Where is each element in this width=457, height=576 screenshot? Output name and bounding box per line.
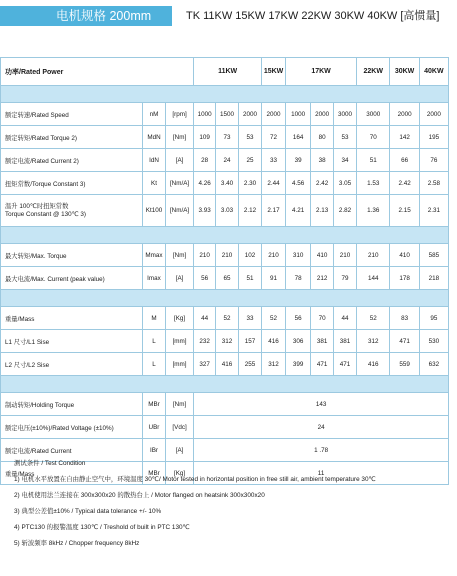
row-unit: [Nm/A] <box>165 195 193 227</box>
value-cell: 66 <box>390 149 419 172</box>
row-label: 制动转矩/Holding Torque <box>1 393 143 416</box>
row-unit: [Kg] <box>165 307 193 330</box>
value-cell: 39 <box>286 149 311 172</box>
value-cell: 1.53 <box>357 172 390 195</box>
section-divider <box>1 86 449 103</box>
spec-row <box>1 126 449 149</box>
row-label: 额定转速/Rated Speed <box>1 103 143 126</box>
spec-row <box>1 267 449 290</box>
value-cell: 33 <box>262 149 286 172</box>
value-cell: 80 <box>311 126 334 149</box>
value-cell: 312 <box>216 330 239 353</box>
row-label: L2 尺寸/L2 Sise <box>1 353 143 376</box>
value-cell: 34 <box>334 149 357 172</box>
value-cell: 52 <box>357 307 390 330</box>
row-symbol: Kt <box>143 172 166 195</box>
note-item: 1) 电机水平放置在自由静止空气中，环境温度 30℃/ Motor tested in horizontal position in free still air, ambient temperature 30℃ <box>14 476 376 483</box>
value-cell: 327 <box>194 353 216 376</box>
value-cell: 312 <box>262 353 286 376</box>
value-cell: 381 <box>334 330 357 353</box>
row-symbol: Imax <box>143 267 166 290</box>
spec-row <box>1 195 449 227</box>
section-divider-cell <box>1 376 449 393</box>
value-cell: 4.26 <box>194 172 216 195</box>
power-group-40kw: 40KW <box>419 58 448 86</box>
row-label: 额定电流/Rated Current <box>1 439 143 462</box>
value-cell: 2.31 <box>419 195 448 227</box>
value-cell: 72 <box>262 126 286 149</box>
value-cell: 471 <box>311 353 334 376</box>
row-unit: [rpm] <box>165 103 193 126</box>
row-symbol: M <box>143 307 166 330</box>
row-label: 最大转矩/Max. Torque <box>1 244 143 267</box>
value-cell: 109 <box>194 126 216 149</box>
value-cell: 1500 <box>216 103 239 126</box>
value-cell: 2.42 <box>390 172 419 195</box>
value-cell: 632 <box>419 353 448 376</box>
row-unit: [Nm] <box>165 244 193 267</box>
page-subtitle: TK 11KW 15KW 17KW 22KW 30KW 40KW [高惯量] <box>186 10 440 22</box>
value-cell: 471 <box>390 330 419 353</box>
value-cell: 410 <box>390 244 419 267</box>
row-label: 额定转矩/Rated Torque 2) <box>1 126 143 149</box>
row-symbol: Mmax <box>143 244 166 267</box>
value-cell: 255 <box>239 353 262 376</box>
row-unit: [A] <box>165 267 193 290</box>
row-unit: [Kg] <box>165 462 193 485</box>
note-item: 2) 电机使用法兰连接在 300x300x20 的散热台上 / Motor flanged on heatsink 300x300x20 <box>14 492 265 499</box>
power-group-17kw: 17KW <box>286 58 357 86</box>
value-cell: 178 <box>390 267 419 290</box>
value-cell: 195 <box>419 126 448 149</box>
value-cell: 79 <box>334 267 357 290</box>
row-label: L1 尺寸/L1 Sise <box>1 330 143 353</box>
row-symbol: UBr <box>143 416 166 439</box>
row-symbol: MdN <box>143 126 166 149</box>
value-cell: 44 <box>194 307 216 330</box>
notes-title: 测试条件 / Test Condition <box>14 460 86 467</box>
row-symbol: IBr <box>143 439 166 462</box>
value-cell: 410 <box>311 244 334 267</box>
value-cell: 65 <box>216 267 239 290</box>
value-cell: 157 <box>239 330 262 353</box>
power-header-row <box>1 58 449 86</box>
value-cell: 2.44 <box>262 172 286 195</box>
value-cell: 70 <box>357 126 390 149</box>
value-cell: 2000 <box>262 103 286 126</box>
value-cell: 2.17 <box>262 195 286 227</box>
note-item: 4) PTC130 的报警温度 130℃ / Treshold of built in PTC 130℃ <box>14 524 190 531</box>
value-cell: 25 <box>239 149 262 172</box>
value-cell: 1.36 <box>357 195 390 227</box>
brake-row <box>1 416 449 439</box>
value-cell: 3.05 <box>334 172 357 195</box>
value-cell: 78 <box>286 267 311 290</box>
row-label: 额定电压(±10%)/Rated Voltage (±10%) <box>1 416 143 439</box>
section-divider-cell <box>1 227 449 244</box>
value-cell: 210 <box>262 244 286 267</box>
value-cell: 56 <box>194 267 216 290</box>
value-cell: 530 <box>419 330 448 353</box>
value-cell: 1 .78 <box>194 439 449 462</box>
spec-row <box>1 244 449 267</box>
value-cell: 24 <box>216 149 239 172</box>
value-cell: 73 <box>216 126 239 149</box>
value-cell: 164 <box>286 126 311 149</box>
value-cell: 210 <box>334 244 357 267</box>
value-cell: 210 <box>194 244 216 267</box>
value-cell: 2.58 <box>419 172 448 195</box>
row-label-line: Torque Constant @ 130℃ 3) <box>5 210 87 218</box>
row-symbol: MBr <box>143 462 166 485</box>
value-cell: 416 <box>357 353 390 376</box>
value-cell: 52 <box>262 307 286 330</box>
row-unit: [A] <box>165 149 193 172</box>
row-label-line: 温升 100℃时扭矩常数 <box>5 202 69 210</box>
value-cell: 52 <box>216 307 239 330</box>
note-item: 5) 斩波频率 8kHz / Chopper frequency 8kHz <box>14 540 140 547</box>
value-cell: 11 <box>194 462 449 485</box>
value-cell: 2000 <box>311 103 334 126</box>
row-label: 最大电流/Max. Current (peak value) <box>1 267 143 290</box>
row-label <box>1 195 143 227</box>
value-cell: 559 <box>390 353 419 376</box>
value-cell: 212 <box>311 267 334 290</box>
value-cell: 306 <box>286 330 311 353</box>
value-cell: 91 <box>262 267 286 290</box>
value-cell: 56 <box>286 307 311 330</box>
row-label: 扭矩常数/Torque Constant 3) <box>1 172 143 195</box>
value-cell: 1000 <box>286 103 311 126</box>
value-cell: 4.56 <box>286 172 311 195</box>
value-cell: 2.15 <box>390 195 419 227</box>
value-cell: 399 <box>286 353 311 376</box>
power-label: 功率/Rated Power <box>1 58 194 86</box>
row-unit: [Vdc] <box>165 416 193 439</box>
value-cell: 38 <box>311 149 334 172</box>
page-title: 电机规格 200mm <box>56 9 152 23</box>
value-cell: 2000 <box>419 103 448 126</box>
value-cell: 143 <box>194 393 449 416</box>
value-cell: 70 <box>311 307 334 330</box>
value-cell: 2000 <box>390 103 419 126</box>
power-group-22kw: 22KW <box>357 58 390 86</box>
row-label: 额定电流/Rated Current 2) <box>1 149 143 172</box>
value-cell: 144 <box>357 267 390 290</box>
row-symbol: L <box>143 330 166 353</box>
value-cell: 2.12 <box>239 195 262 227</box>
value-cell: 2.30 <box>239 172 262 195</box>
row-unit: [Nm] <box>165 126 193 149</box>
spec-row <box>1 307 449 330</box>
value-cell: 471 <box>334 353 357 376</box>
value-cell: 44 <box>334 307 357 330</box>
row-label: 重量/Mass <box>1 307 143 330</box>
value-cell: 2.42 <box>311 172 334 195</box>
value-cell: 2.82 <box>334 195 357 227</box>
value-cell: 210 <box>357 244 390 267</box>
value-cell: 210 <box>216 244 239 267</box>
value-cell: 102 <box>239 244 262 267</box>
section-divider-cell <box>1 290 449 307</box>
value-cell: 51 <box>357 149 390 172</box>
row-symbol: MBr <box>143 393 166 416</box>
value-cell: 83 <box>390 307 419 330</box>
row-symbol: IdN <box>143 149 166 172</box>
spec-table <box>0 57 449 485</box>
row-unit: [Nm] <box>165 393 193 416</box>
power-group-15kw: 15KW <box>262 58 286 86</box>
section-divider-cell <box>1 86 449 103</box>
value-cell: 310 <box>286 244 311 267</box>
value-cell: 232 <box>194 330 216 353</box>
value-cell: 3.03 <box>216 195 239 227</box>
value-cell: 24 <box>194 416 449 439</box>
value-cell: 53 <box>239 126 262 149</box>
value-cell: 51 <box>239 267 262 290</box>
value-cell: 381 <box>311 330 334 353</box>
value-cell: 218 <box>419 267 448 290</box>
value-cell: 3.93 <box>194 195 216 227</box>
value-cell: 585 <box>419 244 448 267</box>
value-cell: 1000 <box>194 103 216 126</box>
row-unit: [mm] <box>165 330 193 353</box>
spec-table-body <box>1 58 449 485</box>
spec-row <box>1 353 449 376</box>
value-cell: 2000 <box>239 103 262 126</box>
row-symbol: Kt100 <box>143 195 166 227</box>
value-cell: 142 <box>390 126 419 149</box>
value-cell: 416 <box>262 330 286 353</box>
section-divider <box>1 290 449 307</box>
section-divider <box>1 376 449 393</box>
power-group-11kw: 11KW <box>194 58 262 86</box>
row-unit: [mm] <box>165 353 193 376</box>
row-symbol: L <box>143 353 166 376</box>
value-cell: 53 <box>334 126 357 149</box>
value-cell: 76 <box>419 149 448 172</box>
value-cell: 4.21 <box>286 195 311 227</box>
spec-row <box>1 330 449 353</box>
test-conditions <box>14 456 454 552</box>
spec-row <box>1 149 449 172</box>
section-divider <box>1 227 449 244</box>
value-cell: 3000 <box>357 103 390 126</box>
value-cell: 416 <box>216 353 239 376</box>
spec-row <box>1 103 449 126</box>
power-group-30kw: 30KW <box>390 58 419 86</box>
spec-row <box>1 172 449 195</box>
row-unit: [A] <box>165 439 193 462</box>
value-cell: 3000 <box>334 103 357 126</box>
value-cell: 28 <box>194 149 216 172</box>
row-symbol: nM <box>143 103 166 126</box>
value-cell: 312 <box>357 330 390 353</box>
row-unit: [Nm/A] <box>165 172 193 195</box>
value-cell: 95 <box>419 307 448 330</box>
note-item: 3) 典型公差值±10% / Typical data tolerance +/- 10% <box>14 508 162 515</box>
row-label: 重量/Mass <box>1 462 143 485</box>
value-cell: 2.13 <box>311 195 334 227</box>
value-cell: 33 <box>239 307 262 330</box>
value-cell: 3.40 <box>216 172 239 195</box>
page-header <box>0 0 457 26</box>
brake-row <box>1 393 449 416</box>
